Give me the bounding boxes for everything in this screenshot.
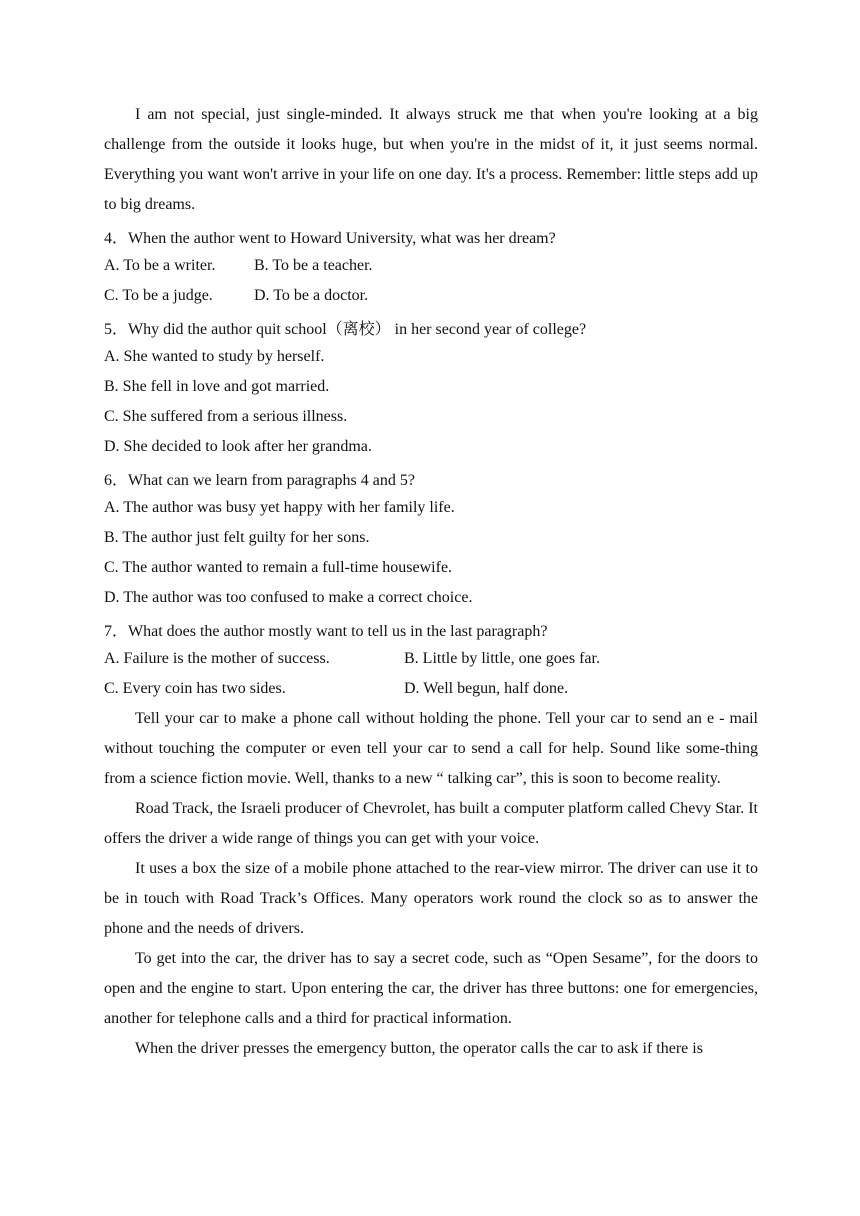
- question-5-option-b: B. She fell in love and got married.: [104, 378, 330, 395]
- question-4-stem: 4．When the author went to Howard University, what was her dream?: [104, 230, 556, 247]
- question-7-option-d: D. Well begun, half done.: [404, 680, 569, 697]
- question-5-stem: 5．Why did the author quit school（离校） in her second year of college?: [104, 321, 587, 338]
- question-5-option-d: D. She decided to look after her grandma.: [104, 438, 372, 455]
- passage2-paragraph-1: Tell your car to make a phone call without holding the phone. Tell your car to send an e - mail without touching the computer or even tell your car to send a call for help. Sound like some-thing from a science fiction movie. Well, thanks to a new “ talking car”, this is soon to become reality.: [104, 710, 758, 787]
- question-5-option-a: A. She wanted to study by herself.: [104, 348, 325, 365]
- passage2-paragraph-2: Road Track, the Israeli producer of Chevrolet, has built a computer platform called Chevy Star. It offers the driver a wide range of things you can get with your voice.: [104, 800, 758, 847]
- question-4-option-b: B. To be a teacher.: [254, 257, 373, 274]
- question-5-option-c: C. She suffered from a serious illness.: [104, 408, 348, 425]
- question-4-option-d: D. To be a doctor.: [254, 287, 369, 304]
- question-7-option-c: C. Every coin has two sides.: [104, 680, 286, 697]
- question-6-option-c: C. The author wanted to remain a full-time housewife.: [104, 559, 453, 576]
- passage2-paragraph-3: It uses a box the size of a mobile phone attached to the rear-view mirror. The driver can use it to be in touch with Road Track’s Offices. Many operators work round the clock so as to answer the phone and the needs of drivers.: [104, 860, 758, 937]
- question-6-stem: 6．What can we learn from paragraphs 4 and 5?: [104, 472, 415, 489]
- question-7-options-row-1: [104, 644, 758, 674]
- question-7-options-row-2: [104, 674, 758, 704]
- question-7-stem: 7．What does the author mostly want to tell us in the last paragraph?: [104, 623, 548, 640]
- question-7-option-a: A. Failure is the mother of success.: [104, 650, 330, 667]
- intro-paragraph: I am not special, just single-minded. It always struck me that when you're looking at a big challenge from the outside it looks huge, but when you're in the midst of it, it just seems normal. Everything you want won't arrive in your life on one day. It's a process. Remember: little steps add up to big dreams.: [104, 106, 758, 213]
- passage2-paragraph-4: To get into the car, the driver has to say a secret code, such as “Open Sesame”, for the doors to open and the engine to start. Upon entering the car, the driver has three buttons: one for emergencies, another for telephone calls and a third for practical information.: [104, 950, 758, 1027]
- question-4-option-a: A. To be a writer.: [104, 257, 216, 274]
- page-content: [104, 100, 758, 1064]
- passage2-paragraph-5: When the driver presses the emergency button, the operator calls the car to ask if there is: [135, 1040, 703, 1057]
- question-7-option-b: B. Little by little, one goes far.: [404, 650, 600, 667]
- question-4-option-c: C. To be a judge.: [104, 287, 213, 304]
- question-6-option-d: D. The author was too confused to make a correct choice.: [104, 589, 473, 606]
- question-4-options-row-2: [104, 281, 758, 311]
- question-6-option-b: B. The author just felt guilty for her sons.: [104, 529, 370, 546]
- question-6-option-a: A. The author was busy yet happy with her family life.: [104, 499, 455, 516]
- question-4-options-row-1: [104, 251, 758, 281]
